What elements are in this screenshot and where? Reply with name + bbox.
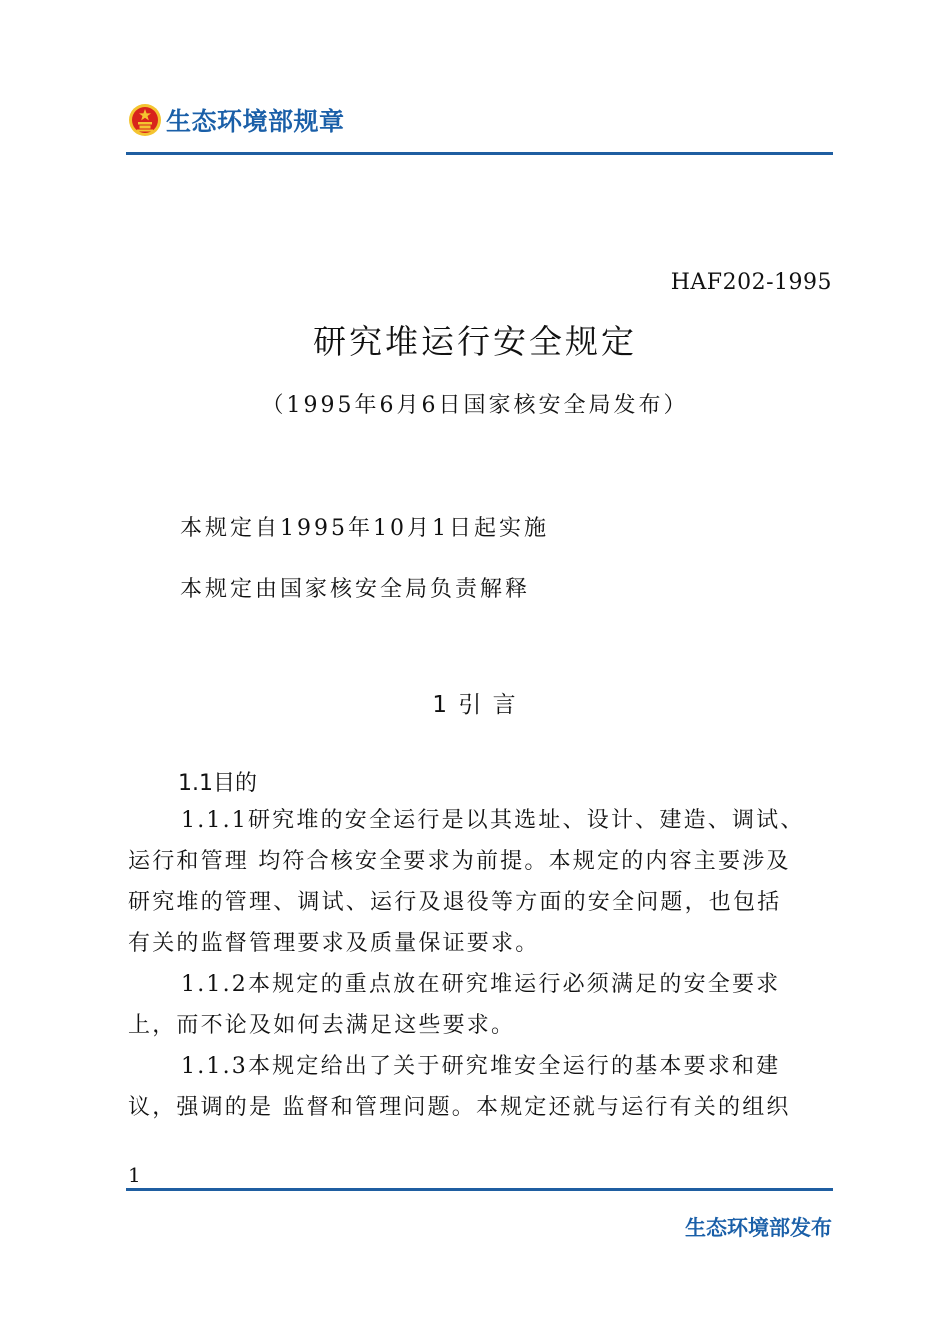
footer-rule <box>126 1188 833 1191</box>
body-line: 有关的监督管理要求及质量保证要求。 <box>128 931 540 956</box>
document-issued-note: （1995年6月6日国家核安全局发布） <box>261 393 689 418</box>
header-rule <box>126 152 833 155</box>
footer-publisher: 生态环境部发布 <box>685 1216 832 1240</box>
interpretation-note: 本规定由国家核安全局负责解释 <box>180 577 531 602</box>
national-emblem-icon <box>128 103 162 137</box>
effective-date-note: 本规定自1995年10月1日起实施 <box>180 516 549 541</box>
document-title: 研究堆运行安全规定 <box>313 322 637 361</box>
body-line: 运行和管理 均符合核安全要求为前提。本规定的内容主要涉及 <box>128 849 791 874</box>
section-heading: 1 引 言 <box>432 692 518 718</box>
body-line: 议，强调的是 监督和管理问题。本规定还就与运行有关的组织 <box>128 1095 791 1120</box>
page-number: 1 <box>128 1163 141 1187</box>
body-line: 研究堆的管理、调试、运行及退役等方面的安全问题，也包括 <box>128 890 782 915</box>
header-brand <box>128 98 345 142</box>
document-code: HAF202-1995 <box>670 270 832 295</box>
body-line: 1.1.3本规定给出了关于研究堆安全运行的基本要求和建 <box>181 1054 781 1079</box>
body-line: 上，而不论及如何去满足这些要求。 <box>128 1013 516 1038</box>
body-line: 1.1.1研究堆的安全运行是以其选址、设计、建造、调试、 <box>181 808 805 833</box>
body-line: 1.1.2本规定的重点放在研究堆运行必须满足的安全要求 <box>181 972 781 997</box>
subsection-heading: 1.1目的 <box>178 771 257 796</box>
header-title: 生态环境部规章 <box>166 107 345 136</box>
